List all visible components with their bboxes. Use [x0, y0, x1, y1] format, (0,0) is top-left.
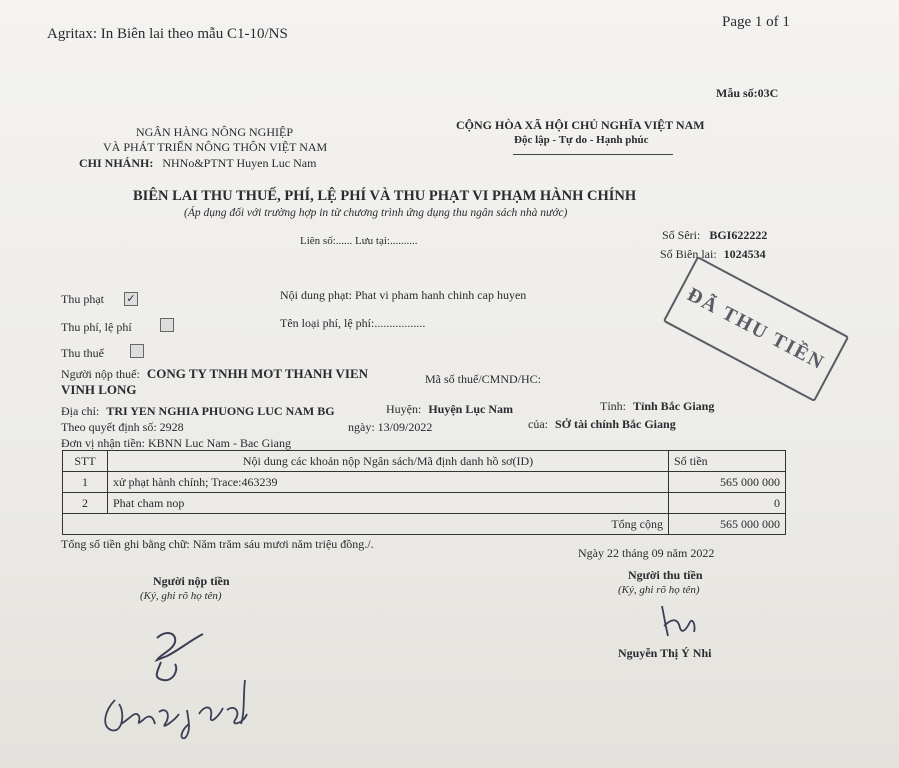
col-content: Nội dung các khoản nộp Ngân sách/Mã định danh hồ sơ(ID): [108, 451, 669, 472]
thu-thue-label: Thu thuế: [61, 346, 104, 360]
province-value: Tỉnh Bắc Giang: [633, 399, 715, 413]
table-header-row: [63, 451, 786, 472]
payer-signature-note: (Ký, ghi rõ họ tên): [140, 590, 222, 602]
receipt-number-value: 1024534: [723, 247, 766, 261]
thu-phi-label: Thu phí, lệ phí: [61, 320, 132, 334]
decision-issuer-value: SỞ tài chính Bắc Giang: [555, 417, 676, 431]
thu-phat-label: Thu phạt: [61, 292, 104, 306]
total-label: Tổng cộng: [108, 514, 669, 535]
table-total-row: [63, 514, 786, 535]
receipt-number-label: Số Biên lai:: [660, 247, 717, 261]
penalty-content: Nội dung phạt: Phat vi pham hanh chinh cap huyen: [280, 288, 527, 302]
branch-line: [79, 156, 316, 171]
row-content: xử phạt hành chính; Trace:463239: [108, 472, 669, 493]
lien-line: Liên số:...... Lưu tại:..........: [300, 235, 418, 247]
paid-stamp: ĐÃ THU TIỀN: [663, 256, 850, 402]
payer-label: Người nộp thuế:: [61, 367, 140, 381]
thu-thue-checkbox[interactable]: [130, 344, 144, 358]
branch-value: NHNo&PTNT Huyen Luc Nam: [162, 156, 317, 170]
payer-line: [61, 366, 368, 382]
collector-name: Nguyễn Thị Ý Nhi: [618, 646, 712, 660]
page-label: Page 1 of 1: [722, 14, 790, 30]
payer-value: CONG TY TNHH MOT THANH VIEN: [146, 366, 369, 381]
decision-number: Theo quyết định số: 2928: [61, 420, 184, 434]
seri-line: [662, 228, 767, 243]
payer-signature: [95, 620, 285, 750]
district-value: Huyện Lục Nam: [428, 402, 514, 416]
row-stt: 1: [63, 472, 108, 493]
seri-label: Số Sêri:: [662, 228, 701, 242]
row-content: Phat cham nop: [108, 493, 669, 514]
province-line: [600, 399, 714, 414]
address-value: TRI YEN NGHIA PHUONG LUC NAM BG: [106, 404, 335, 418]
form-code: Mẫu số:03C: [716, 86, 779, 100]
thu-phat-checkbox[interactable]: ✓: [124, 292, 138, 306]
motto-underline: [513, 154, 673, 155]
province-label: Tỉnh:: [600, 399, 626, 413]
signing-date: Ngày 22 tháng 09 năm 2022: [578, 546, 715, 560]
col-stt: STT: [63, 451, 108, 472]
bank-name-line2: VÀ PHÁT TRIỂN NÔNG THÔN VIỆT NAM: [103, 140, 328, 154]
fee-type: Tên loại phí, lệ phí:.................: [280, 316, 426, 330]
receipt-number-line: [660, 247, 766, 262]
republic-motto: Độc lập - Tự do - Hạnh phúc: [514, 134, 649, 146]
thu-phi-checkbox[interactable]: [160, 318, 174, 332]
seri-value: BGI622222: [709, 228, 768, 242]
district-label: Huyện:: [386, 402, 422, 416]
collector-signature: [650, 602, 710, 642]
branch-label: CHI NHÁNH:: [79, 156, 154, 170]
row-amount: 565 000 000: [669, 472, 786, 493]
payer-signature-title: Người nộp tiền: [153, 574, 230, 588]
decision-issuer-line: [528, 417, 676, 432]
payment-table: [62, 450, 786, 535]
col-amount: Số tiền: [669, 451, 786, 472]
row-amount: 0: [669, 493, 786, 514]
tax-id-label: Mã số thuế/CMND/HC:: [425, 372, 542, 386]
table-row: [63, 493, 786, 514]
collector-signature-title: Người thu tiền: [628, 568, 703, 582]
bank-name-line1: NGÂN HÀNG NÔNG NGHIỆP: [136, 125, 293, 139]
receiving-unit: Đơn vị nhận tiền: KBNN Luc Nam - Bac Giang: [61, 436, 291, 450]
district-line: [386, 402, 513, 417]
document-subtitle: (Áp dụng đối với trường hợp in từ chương trình ứng dụng thu ngân sách nhà nước): [184, 207, 568, 219]
payer-value-line2: VINH LONG: [61, 382, 137, 397]
address-label: Địa chỉ:: [61, 404, 100, 418]
app-title: Agritax: In Biên lai theo mẫu C1-10/NS: [47, 26, 288, 42]
address-line: [61, 404, 335, 419]
decision-issuer-label: của:: [528, 417, 548, 431]
collector-signature-note: (Ký, ghi rõ họ tên): [618, 584, 700, 596]
row-stt: 2: [63, 493, 108, 514]
decision-date: ngày: 13/09/2022: [348, 420, 433, 434]
total-value: 565 000 000: [669, 514, 786, 535]
document-title: BIÊN LAI THU THUẾ, PHÍ, LỆ PHÍ VÀ THU PHẠT VI PHẠM HÀNH CHÍNH: [133, 188, 637, 204]
table-row: [63, 472, 786, 493]
amount-in-words: Tổng số tiền ghi bằng chữ: Năm trăm sáu mươi năm triệu đồng./.: [61, 537, 374, 551]
republic-title: CỘNG HÒA XÃ HỘI CHỦ NGHĨA VIỆT NAM: [456, 118, 705, 132]
